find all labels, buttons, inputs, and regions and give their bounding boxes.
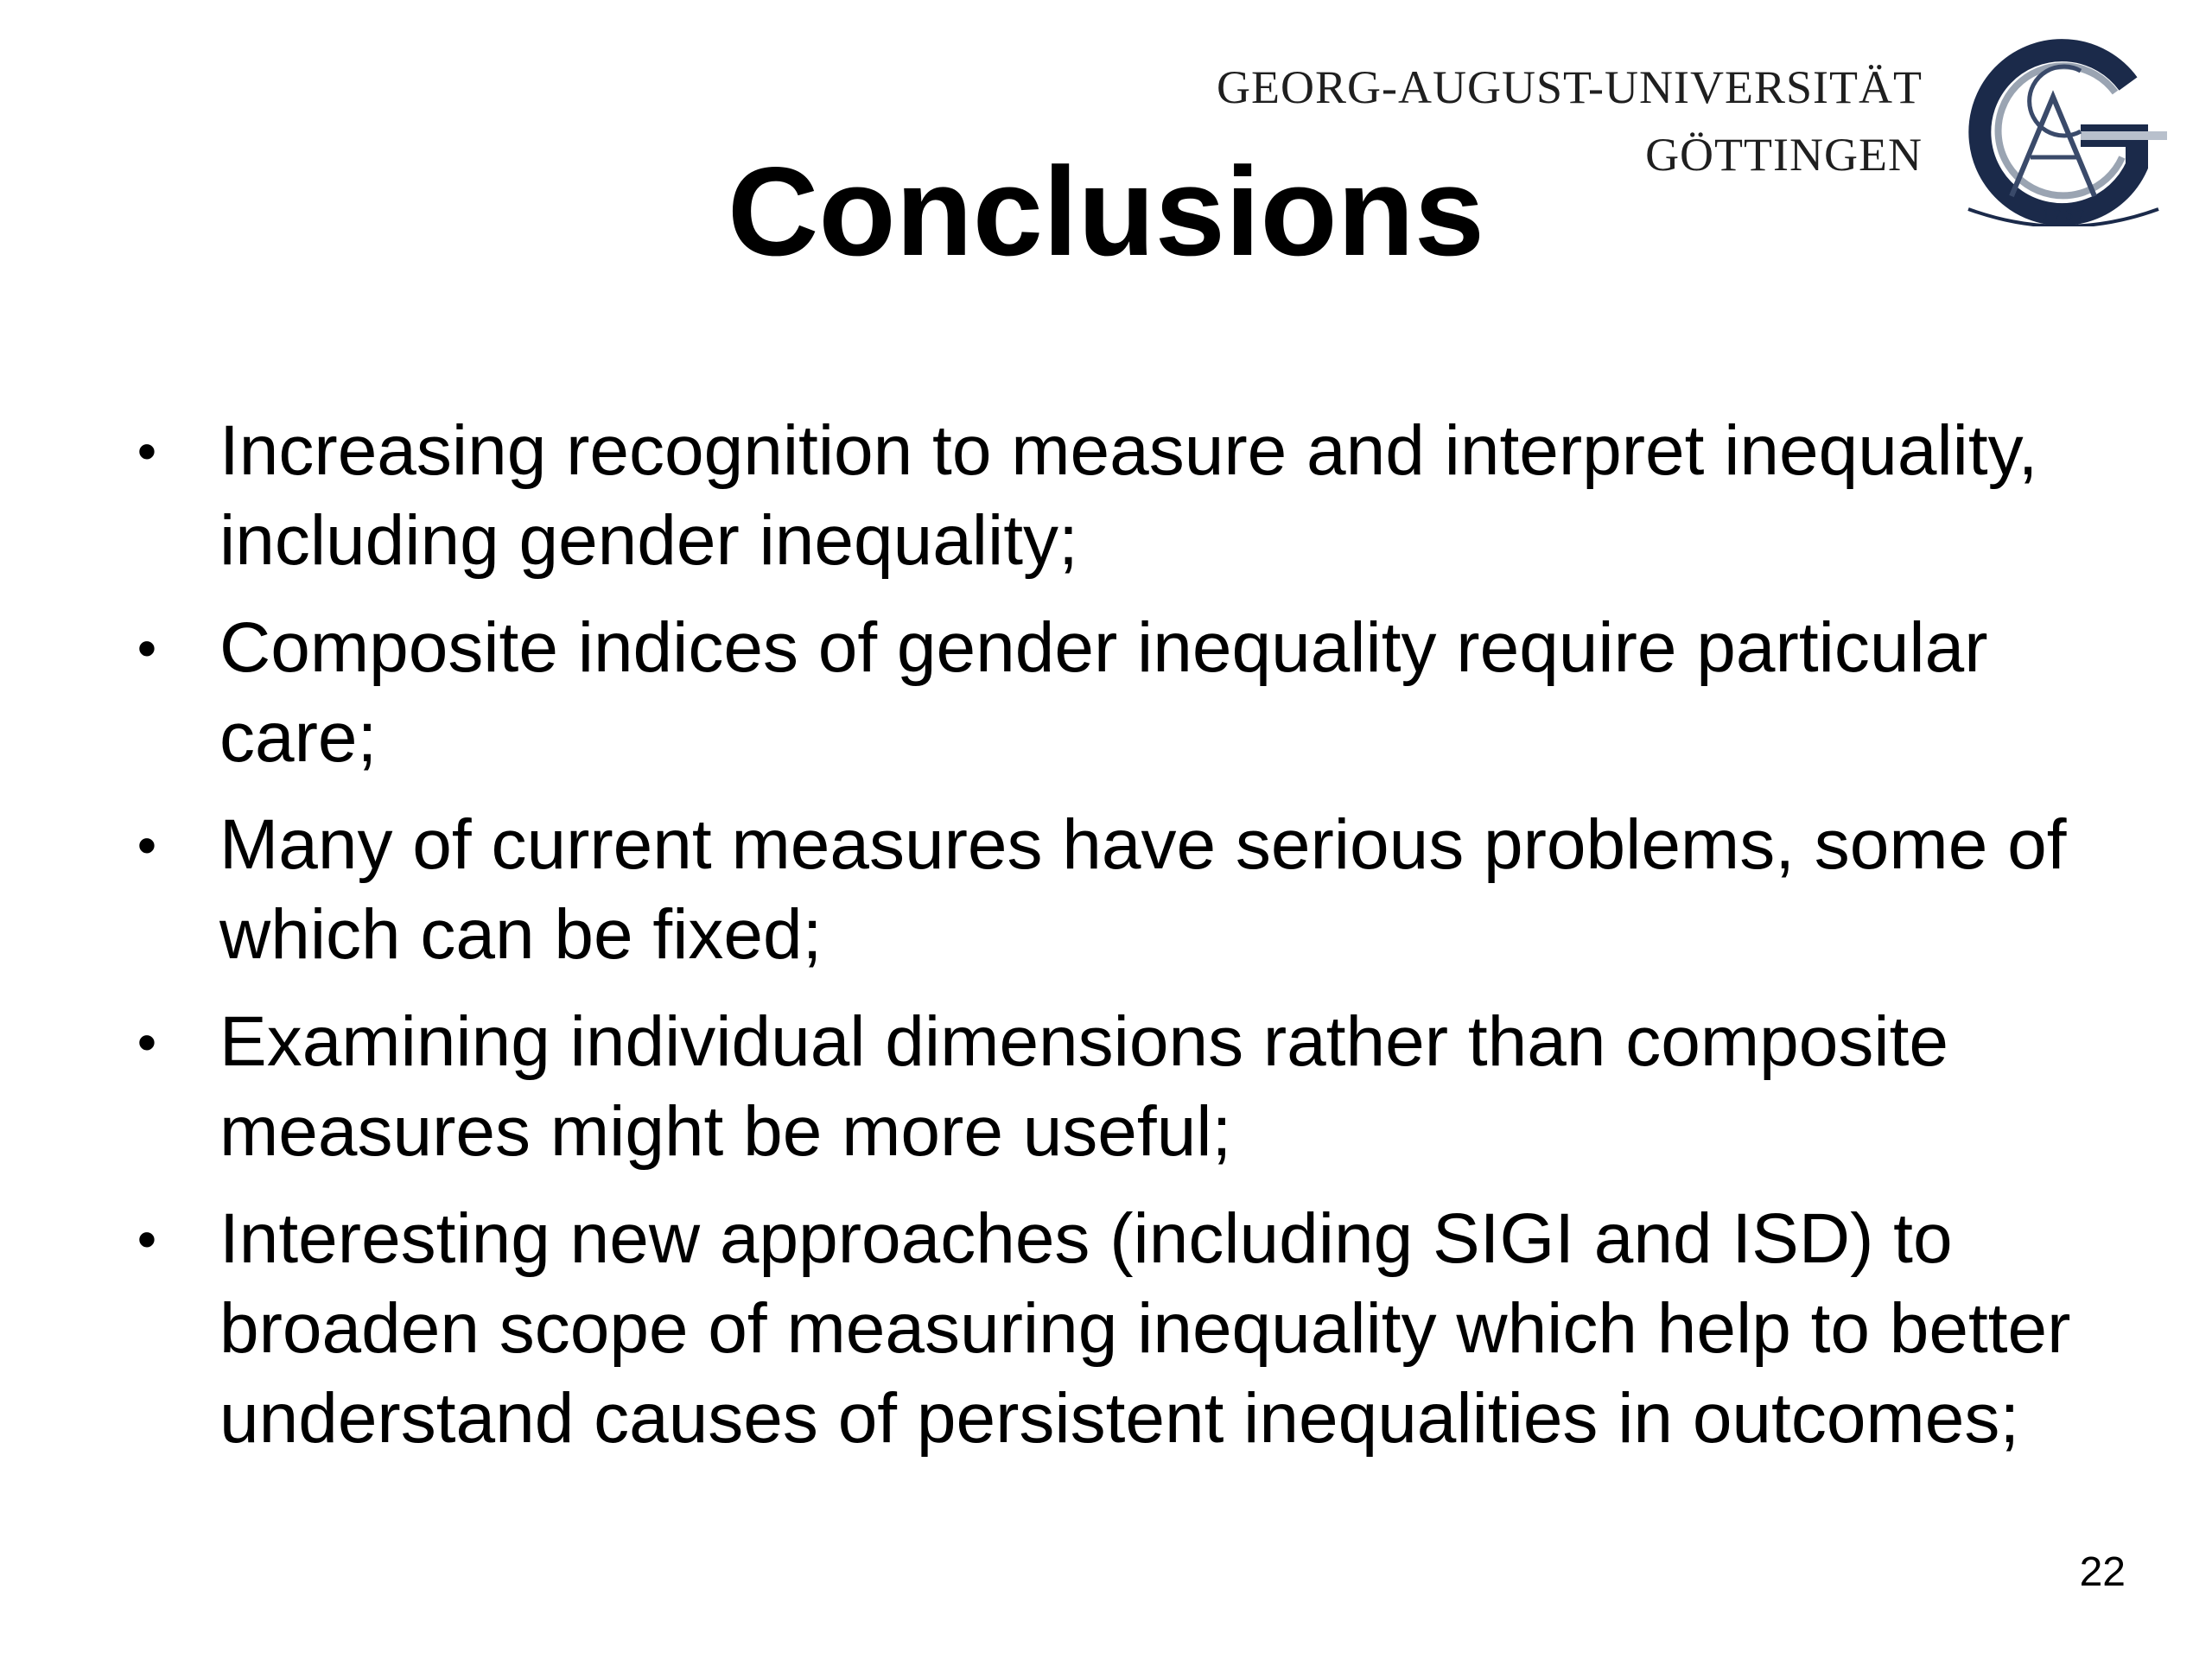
bullet-item: [130, 406, 2117, 586]
bullet-text: Examining individual dimensions rather than composite measures might be more useful;: [219, 1002, 1948, 1171]
bullet-text: Composite indices of gender inequality require particular care;: [219, 608, 1988, 777]
bullet-marker: •: [137, 1208, 157, 1270]
bullet-marker: •: [137, 1011, 157, 1073]
bullet-marker: •: [137, 420, 157, 482]
university-name-line-1: GEORG-AUGUST-UNIVERSITÄT: [1217, 61, 1923, 113]
page-number: 22: [2079, 1549, 2126, 1595]
slide-title: Conclusions: [727, 141, 1485, 282]
bullet-item: [130, 800, 2117, 980]
bullet-item: [130, 1194, 2117, 1464]
bullet-item: [130, 997, 2117, 1177]
bullet-list: [130, 406, 2117, 1481]
bullet-text: Interesting new approaches (including SIGI and ISD) to broaden scope of measuring inequality which help to better understand causes of persistent inequalities in outcomes;: [219, 1199, 2071, 1458]
logo-year: 1 7 3 7: [2042, 206, 2085, 223]
bullet-marker: •: [137, 814, 157, 876]
bullet-item: [130, 603, 2117, 783]
bullet-text: Many of current measures have serious problems, some of which can be fixed;: [219, 805, 2067, 974]
bullet-text: Increasing recognition to measure and interpret inequality, including gender inequality;: [219, 411, 2038, 580]
university-name-line-2: GÖTTINGEN: [1645, 129, 1923, 181]
bullet-marker: •: [137, 617, 157, 679]
